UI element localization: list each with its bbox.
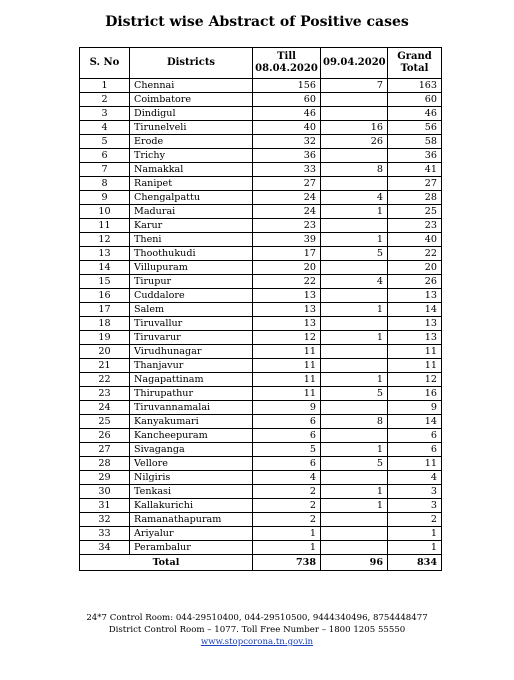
cell-district: Tiruvannamalai (130, 401, 253, 415)
cell-grand: 163 (388, 79, 442, 93)
cell-grand: 11 (388, 359, 442, 373)
cell-grand: 6 (388, 443, 442, 457)
cell-till: 40 (253, 121, 321, 135)
cell-grand: 40 (388, 233, 442, 247)
cell-grand: 60 (388, 93, 442, 107)
cell-district: Vellore (130, 457, 253, 471)
cell-sno: 14 (80, 261, 130, 275)
cell-day: 26 (321, 135, 388, 149)
cell-day (321, 317, 388, 331)
cell-grand: 20 (388, 261, 442, 275)
cell-till: 6 (253, 415, 321, 429)
cell-grand: 26 (388, 275, 442, 289)
cell-sno: 20 (80, 345, 130, 359)
cell-sno: 34 (80, 541, 130, 555)
cell-day: 1 (321, 373, 388, 387)
cell-sno: 11 (80, 219, 130, 233)
cell-sno: 2 (80, 93, 130, 107)
table-row (80, 345, 442, 359)
cell-day: 16 (321, 121, 388, 135)
cell-till: 6 (253, 429, 321, 443)
cell-day (321, 513, 388, 527)
cell-day: 5 (321, 457, 388, 471)
cell-grand: 46 (388, 107, 442, 121)
header-09-04-2020: 09.04.2020 (321, 48, 388, 79)
cell-till: 36 (253, 149, 321, 163)
table-row (80, 527, 442, 541)
table-row (80, 331, 442, 345)
cell-grand: 11 (388, 457, 442, 471)
table-row (80, 93, 442, 107)
cell-till: 39 (253, 233, 321, 247)
cell-till: 11 (253, 345, 321, 359)
cell-district: Karur (130, 219, 253, 233)
header-grand-total: Grand Total (388, 48, 442, 79)
cell-sno: 6 (80, 149, 130, 163)
table-row (80, 401, 442, 415)
cell-till: 1 (253, 527, 321, 541)
stopcorona-link[interactable]: www.stopcorona.tn.gov.in (200, 637, 314, 647)
cell-grand: 23 (388, 219, 442, 233)
cell-grand: 27 (388, 177, 442, 191)
cell-till: 17 (253, 247, 321, 261)
cell-sno: 8 (80, 177, 130, 191)
cell-day (321, 107, 388, 121)
table-row (80, 247, 442, 261)
table-row (80, 177, 442, 191)
cell-sno: 23 (80, 387, 130, 401)
cell-day (321, 359, 388, 373)
cell-day (321, 289, 388, 303)
cell-grand: 11 (388, 345, 442, 359)
cell-sno: 15 (80, 275, 130, 289)
total-grand: 834 (388, 555, 442, 571)
cell-district: Salem (130, 303, 253, 317)
cell-grand: 28 (388, 191, 442, 205)
cell-till: 13 (253, 317, 321, 331)
total-row (80, 555, 442, 571)
table-row (80, 513, 442, 527)
cell-district: Dindigul (130, 107, 253, 121)
control-room-numbers: 24*7 Control Room: 044-29510400, 044-29510500, 9444340496, 8754448477 (86, 613, 428, 623)
cell-grand: 56 (388, 121, 442, 135)
cell-grand: 14 (388, 303, 442, 317)
district-control-room: District Control Room – 1077. Toll Free Number – 1800 1205 55550 (108, 625, 406, 635)
cell-district: Tiruvallur (130, 317, 253, 331)
cell-sno: 16 (80, 289, 130, 303)
table-row (80, 79, 442, 93)
cell-grand: 9 (388, 401, 442, 415)
cell-sno: 26 (80, 429, 130, 443)
cell-sno: 29 (80, 471, 130, 485)
table-row (80, 219, 442, 233)
table-row (80, 387, 442, 401)
table-row (80, 471, 442, 485)
cell-district: Thanjavur (130, 359, 253, 373)
cell-till: 11 (253, 387, 321, 401)
cell-day: 8 (321, 415, 388, 429)
cell-district: Cuddalore (130, 289, 253, 303)
table-row (80, 163, 442, 177)
table-row (80, 149, 442, 163)
header-till-08-04-2020: Till 08.04.2020 (253, 48, 321, 79)
cell-grand: 12 (388, 373, 442, 387)
cell-district: Theni (130, 233, 253, 247)
cell-grand: 2 (388, 513, 442, 527)
cell-grand: 3 (388, 485, 442, 499)
cell-till: 2 (253, 485, 321, 499)
cell-till: 156 (253, 79, 321, 93)
cell-sno: 24 (80, 401, 130, 415)
cell-district: Ranipet (130, 177, 253, 191)
table-row (80, 415, 442, 429)
cell-district: Tiruvarur (130, 331, 253, 345)
cell-sno: 13 (80, 247, 130, 261)
table-row (80, 499, 442, 513)
cell-day: 1 (321, 443, 388, 457)
cell-district: Coimbatore (130, 93, 253, 107)
cell-sno: 5 (80, 135, 130, 149)
cell-district: Thoothukudi (130, 247, 253, 261)
total-day: 96 (321, 555, 388, 571)
cell-sno: 18 (80, 317, 130, 331)
cell-district: Virudhunagar (130, 345, 253, 359)
cell-district: Kanyakumari (130, 415, 253, 429)
cell-day (321, 219, 388, 233)
cell-day: 4 (321, 275, 388, 289)
cell-day (321, 177, 388, 191)
cell-day: 1 (321, 331, 388, 345)
cell-sno: 3 (80, 107, 130, 121)
header-sno: S. No (80, 48, 130, 79)
cell-day (321, 93, 388, 107)
cell-district: Erode (130, 135, 253, 149)
table-row (80, 191, 442, 205)
cell-till: 1 (253, 541, 321, 555)
cell-day: 8 (321, 163, 388, 177)
cell-grand: 1 (388, 527, 442, 541)
cell-district: Madurai (130, 205, 253, 219)
cell-district: Villupuram (130, 261, 253, 275)
table-row (80, 317, 442, 331)
cell-day (321, 345, 388, 359)
cell-sno: 31 (80, 499, 130, 513)
cell-till: 6 (253, 457, 321, 471)
cell-district: Ramanathapuram (130, 513, 253, 527)
cell-day: 5 (321, 387, 388, 401)
cell-district: Nagapattinam (130, 373, 253, 387)
footer (0, 612, 514, 648)
cell-till: 2 (253, 499, 321, 513)
cell-district: Kancheepuram (130, 429, 253, 443)
cell-district: Tirupur (130, 275, 253, 289)
cell-district: Chennai (130, 79, 253, 93)
cell-till: 2 (253, 513, 321, 527)
cell-till: 5 (253, 443, 321, 457)
cell-grand: 1 (388, 541, 442, 555)
cell-day: 1 (321, 499, 388, 513)
cell-grand: 3 (388, 499, 442, 513)
cell-day (321, 401, 388, 415)
cell-day (321, 527, 388, 541)
cell-day: 7 (321, 79, 388, 93)
cell-sno: 30 (80, 485, 130, 499)
cell-till: 27 (253, 177, 321, 191)
cell-day (321, 261, 388, 275)
cell-sno: 21 (80, 359, 130, 373)
table-row (80, 107, 442, 121)
table-row (80, 373, 442, 387)
cell-district: Tenkasi (130, 485, 253, 499)
table-row (80, 541, 442, 555)
cell-sno: 22 (80, 373, 130, 387)
cell-day: 1 (321, 485, 388, 499)
cell-grand: 6 (388, 429, 442, 443)
cell-grand: 25 (388, 205, 442, 219)
page-title: District wise Abstract of Positive cases (105, 14, 409, 30)
table-row (80, 485, 442, 499)
cell-district: Nilgiris (130, 471, 253, 485)
cell-till: 11 (253, 359, 321, 373)
cell-day: 1 (321, 303, 388, 317)
cell-district: Tirunelveli (130, 121, 253, 135)
cell-district: Sivaganga (130, 443, 253, 457)
cell-day: 5 (321, 247, 388, 261)
cell-grand: 13 (388, 289, 442, 303)
table-row (80, 205, 442, 219)
table-row (80, 121, 442, 135)
cell-till: 24 (253, 191, 321, 205)
cell-district: Trichy (130, 149, 253, 163)
cell-grand: 16 (388, 387, 442, 401)
cell-day (321, 149, 388, 163)
cell-till: 12 (253, 331, 321, 345)
table-row (80, 457, 442, 471)
cell-day: 1 (321, 205, 388, 219)
cell-sno: 28 (80, 457, 130, 471)
cell-sno: 33 (80, 527, 130, 541)
cell-sno: 4 (80, 121, 130, 135)
cell-till: 13 (253, 303, 321, 317)
cell-till: 23 (253, 219, 321, 233)
table-row (80, 135, 442, 149)
cell-district: Kallakurichi (130, 499, 253, 513)
cell-till: 9 (253, 401, 321, 415)
cell-sno: 12 (80, 233, 130, 247)
cell-sno: 17 (80, 303, 130, 317)
cell-sno: 10 (80, 205, 130, 219)
cell-grand: 13 (388, 317, 442, 331)
total-till: 738 (253, 555, 321, 571)
cell-sno: 1 (80, 79, 130, 93)
cell-till: 46 (253, 107, 321, 121)
cell-grand: 41 (388, 163, 442, 177)
table-row (80, 443, 442, 457)
cell-sno: 7 (80, 163, 130, 177)
table-row (80, 275, 442, 289)
cell-grand: 13 (388, 331, 442, 345)
table-row (80, 289, 442, 303)
cell-till: 11 (253, 373, 321, 387)
cell-sno: 25 (80, 415, 130, 429)
cell-till: 22 (253, 275, 321, 289)
cell-district: Thirupathur (130, 387, 253, 401)
cell-day: 4 (321, 191, 388, 205)
table-row (80, 233, 442, 247)
table-row (80, 429, 442, 443)
cell-district: Ariyalur (130, 527, 253, 541)
cell-till: 33 (253, 163, 321, 177)
total-label: Total (80, 555, 253, 571)
cell-day (321, 471, 388, 485)
cell-district: Chengalpattu (130, 191, 253, 205)
cell-till: 24 (253, 205, 321, 219)
cell-till: 13 (253, 289, 321, 303)
cell-sno: 27 (80, 443, 130, 457)
cell-grand: 4 (388, 471, 442, 485)
cell-day (321, 541, 388, 555)
table-row (80, 303, 442, 317)
cell-district: Perambalur (130, 541, 253, 555)
table-body (80, 79, 442, 555)
cell-till: 20 (253, 261, 321, 275)
cell-till: 60 (253, 93, 321, 107)
cell-sno: 32 (80, 513, 130, 527)
table-row (80, 261, 442, 275)
table-header-row (80, 48, 442, 79)
cell-day (321, 429, 388, 443)
positive-cases-table (79, 47, 442, 571)
cell-sno: 19 (80, 331, 130, 345)
cell-day: 1 (321, 233, 388, 247)
cell-grand: 22 (388, 247, 442, 261)
header-districts: Districts (130, 48, 253, 79)
table-row (80, 359, 442, 373)
cell-grand: 58 (388, 135, 442, 149)
cell-sno: 9 (80, 191, 130, 205)
cell-grand: 14 (388, 415, 442, 429)
cell-till: 4 (253, 471, 321, 485)
cell-till: 32 (253, 135, 321, 149)
cell-district: Namakkal (130, 163, 253, 177)
cell-grand: 36 (388, 149, 442, 163)
